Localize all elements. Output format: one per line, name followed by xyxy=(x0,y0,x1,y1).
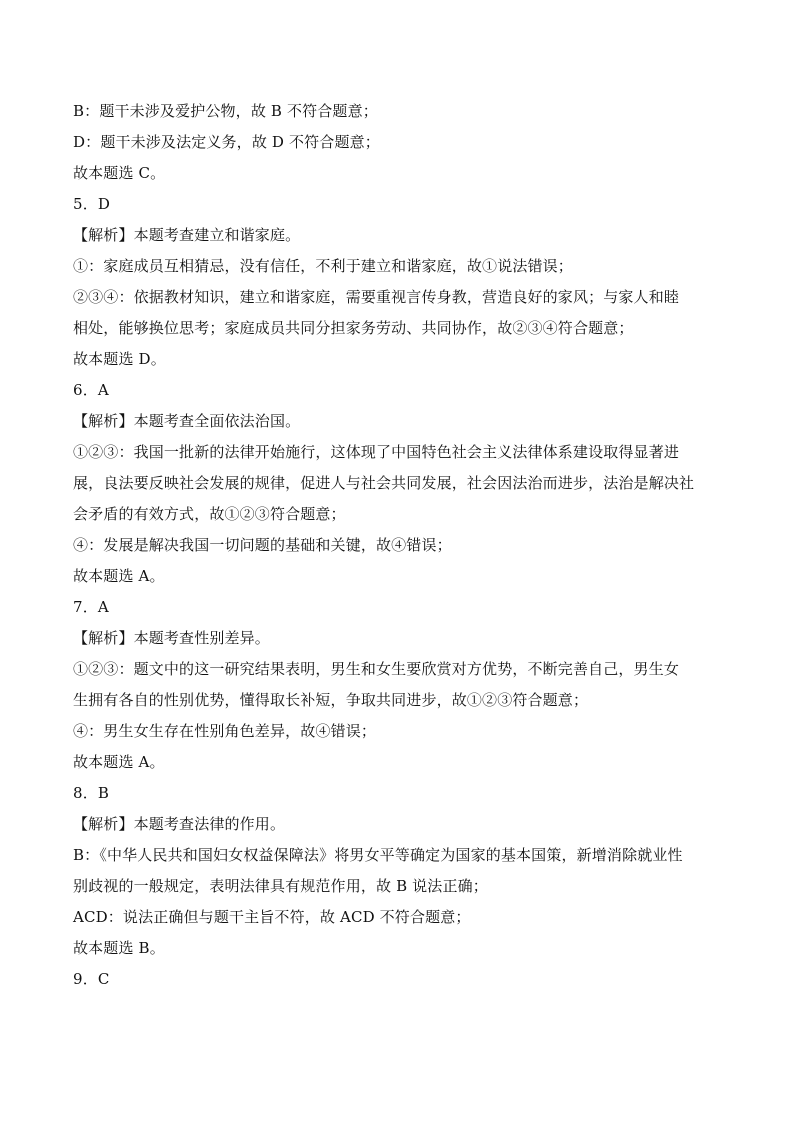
text-line: 相处，能够换位思考；家庭成员共同分担家务劳动、共同协作，故②③④符合题意； xyxy=(73,319,634,337)
question-number: 8．B xyxy=(73,784,110,802)
question-number: 5．D xyxy=(73,195,111,213)
text-line: 故本题选 A。 xyxy=(73,567,165,585)
analysis-heading: 【解析】本题考查法律的作用。 xyxy=(73,815,286,833)
text-line: 故本题选 C。 xyxy=(73,164,166,182)
text-line: D：题干未涉及法定义务，故 D 不符合题意； xyxy=(73,133,380,151)
text-line: 别歧视的一般规定，表明法律具有规范作用，故 B 说法正确； xyxy=(73,877,488,895)
question-number: 7．A xyxy=(73,598,109,616)
text-line: 故本题选 B。 xyxy=(73,939,165,957)
text-line: 故本题选 A。 xyxy=(73,753,165,771)
answer-document xyxy=(73,96,733,995)
text-line: ④：发展是解决我国一切问题的基础和关键，故④错误； xyxy=(73,536,452,554)
text-line: ①②③：我国一批新的法律开始施行，这体现了中国特色社会主义法律体系建设取得显著进 xyxy=(73,443,680,461)
text-line: 故本题选 D。 xyxy=(73,350,166,368)
question-number: 6．A xyxy=(73,381,109,399)
analysis-heading: 【解析】本题考查性别差异。 xyxy=(73,629,270,647)
text-line: ②③④：依据教材知识，建立和谐家庭，需要重视言传身教，营造良好的家风；与家人和睦 xyxy=(73,288,680,306)
text-line: ①②③：题文中的这一研究结果表明，男生和女生要欣赏对方优势，不断完善自己，男生女 xyxy=(73,660,680,678)
text-line: ①：家庭成员互相猜忌，没有信任，不利于建立和谐家庭，故①说法错误； xyxy=(73,257,573,275)
text-line: B：题干未涉及爱护公物，故 B 不符合题意； xyxy=(73,102,378,120)
text-line: 展，良法要反映社会发展的规律，促进人与社会共同发展，社会因法治而进步，法治是解决社 xyxy=(73,474,695,492)
question-number: 9．C xyxy=(73,970,110,988)
text-line: 生拥有各自的性别优势，懂得取长补短，争取共同进步，故①②③符合题意； xyxy=(73,691,589,709)
text-line: 会矛盾的有效方式，故①②③符合题意； xyxy=(73,505,346,523)
analysis-heading: 【解析】本题考查建立和谐家庭。 xyxy=(73,226,301,244)
analysis-heading: 【解析】本题考查全面依法治国。 xyxy=(73,412,301,430)
text-line: B：《中华人民共和国妇女权益保障法》将男女平等确定为国家的基本国策，新增消除就业性 xyxy=(73,846,683,864)
text-line: ACD：说法正确但与题干主旨不符，故 ACD 不符合题意； xyxy=(73,908,471,926)
text-line: ④：男生女生存在性别角色差异，故④错误； xyxy=(73,722,377,740)
